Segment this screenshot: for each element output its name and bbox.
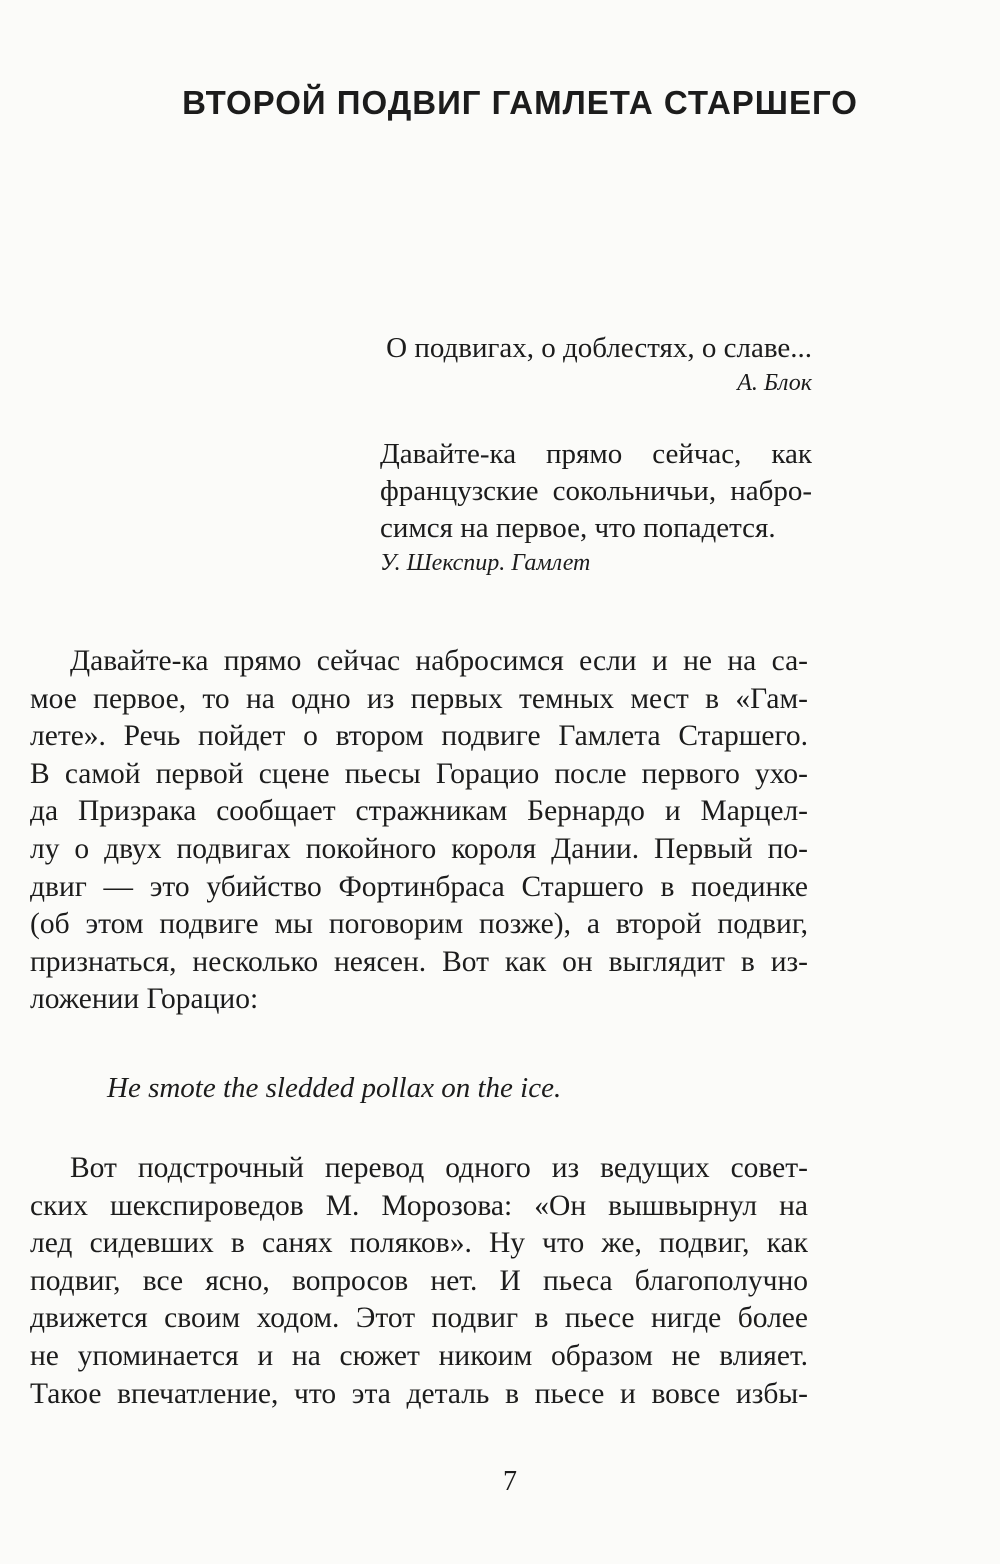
text-line: Такое впечатление, что эта деталь в пьесе и вовсе избы-: [30, 1377, 808, 1410]
epigraph-shakespeare: [380, 436, 812, 579]
text-line: лете». Речь пойдет о втором подвиге Гамлета Старшего.: [30, 720, 808, 753]
text-line: движется своим ходом. Этот подвиг в пьесе нигде более: [30, 1302, 808, 1335]
epigraph-text: [380, 436, 812, 547]
epigraph-line: симся на первое, что попадется.: [380, 512, 776, 544]
text-line: не упоминается и на сюжет никоим образом не влияет.: [30, 1339, 808, 1372]
text-line: ложении Горацио:: [30, 983, 259, 1016]
text-line: ских шекспироведов М. Морозова: «Он вышвырнул на: [30, 1189, 808, 1222]
epigraph-blok: [386, 330, 812, 399]
text-line: (об этом подвиге мы поговорим позже), а второй подвиг,: [30, 908, 808, 941]
text-line: подвиг, все ясно, вопросов нет. И пьеса благополучно: [30, 1264, 808, 1297]
epigraph-line: Давайте-ка прямо сейчас, как: [380, 438, 812, 470]
text-line: лед сидевших в санях поляков». Ну что же, подвиг, как: [30, 1227, 808, 1260]
text-line: Давайте-ка прямо сейчас набросимся если и не на са-: [70, 645, 808, 677]
text-line: да Призрака сообщает стражникам Бернардо и Марцел-: [30, 795, 808, 828]
epigraph-text: О подвигах, о доблестях, о славе...: [386, 332, 812, 364]
text-line: двиг — это убийство Фортинбраса Старшего в поединке: [30, 870, 808, 903]
text-line: признаться, несколько неясен. Вот как он выглядит в из-: [30, 945, 808, 978]
paragraph-intro: [30, 643, 808, 1019]
page-number: 7: [503, 1466, 517, 1497]
text-line: В самой первой сцене пьесы Горацио после первого ухо-: [30, 757, 808, 790]
text-line: Вот подстрочный перевод одного из ведущих совет-: [70, 1152, 808, 1184]
text-line: мое первое, то на одно из первых темных мест в «Гам-: [30, 682, 808, 715]
chapter-title: ВТОРОЙ ПОДВИГ ГАМЛЕТА СТАРШЕГО: [182, 84, 858, 121]
epigraph-line: французские сокольничьи, набро-: [380, 475, 812, 507]
paragraph-translation: [30, 1150, 808, 1413]
quote-english: He smote the sledded pollax on the ice.: [107, 1072, 562, 1104]
epigraph-author: У. Шекспир. Гамлет: [380, 550, 591, 576]
epigraph-author: А. Блок: [737, 370, 812, 396]
text-line: лу о двух подвигах покойного короля Дании. Первый по-: [30, 832, 808, 865]
